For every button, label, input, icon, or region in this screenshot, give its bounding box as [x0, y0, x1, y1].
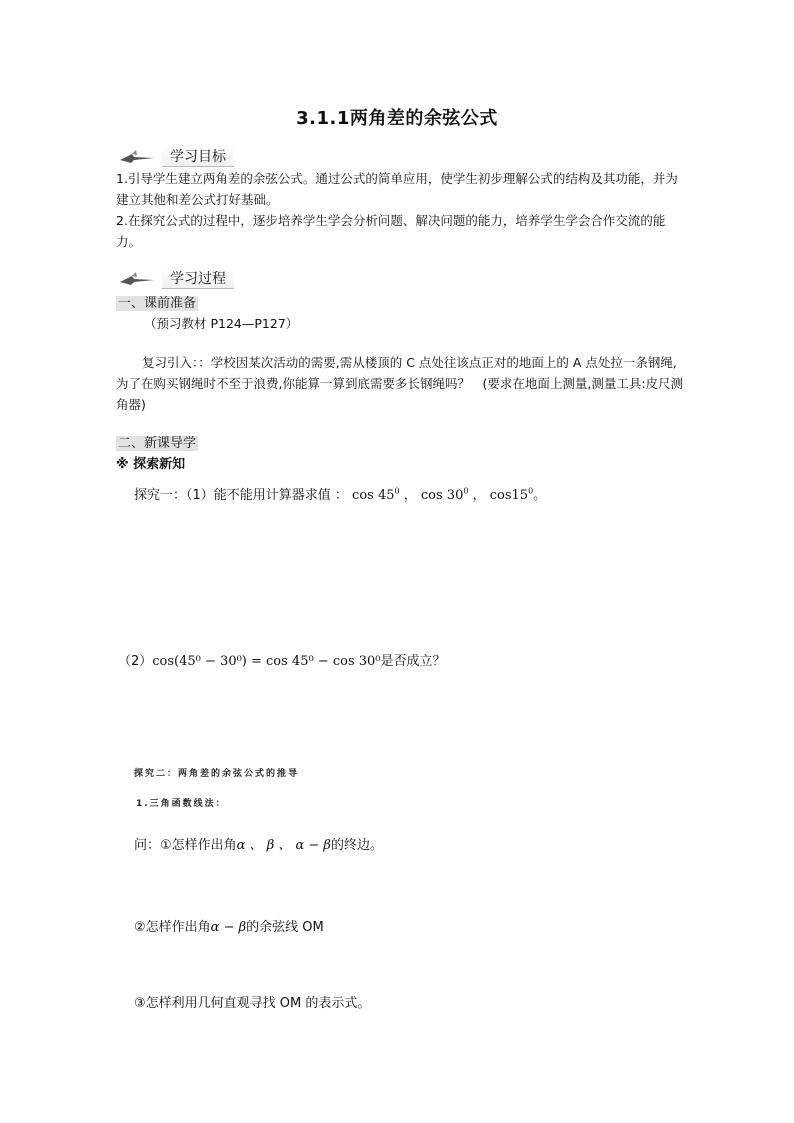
question-3: ③怎样利用几何直观寻找 OM 的表示式。: [134, 996, 371, 1011]
question-1: [134, 834, 383, 853]
q2-formula: cos(45⁰ − 30⁰) = cos 45⁰ − cos 30⁰: [152, 654, 381, 669]
pen-pointer-icon: [118, 148, 158, 166]
objective-item-2: 2.在探究公式的过程中，逐步培养学生学会分析问题、解决问题的能力，培养学生学会合作交流的能力。: [116, 213, 666, 249]
q1-prefix: 问：①怎样作出角: [134, 838, 237, 853]
question-2: [134, 916, 324, 935]
explore1-prefix: 探究一：（1）能不能用计算器求值 ：: [134, 488, 348, 503]
section-heading-process: [118, 268, 234, 289]
q1-vars: α 、 β 、 α − β: [236, 838, 331, 853]
explore1-question1: [134, 484, 546, 503]
review-paragraph: 复习引入：：学校因某次活动的需要,需从楼顶的 C 点处往该点正对的地面上的 A 点处拉一条钢绳,为了在购买钢绳时不至于浪费,你能算一算到底需要多长钢绳吗？ (要求在地面上测量,测量工具:皮尺测角器): [116, 355, 684, 412]
method1-heading: 1.三角函数线法：: [136, 799, 227, 809]
separator: ，: [403, 488, 417, 503]
part2-heading: 二、新课导学: [118, 436, 197, 451]
section-label: 学习过程: [162, 268, 234, 289]
section-heading-objectives: [118, 146, 234, 167]
objective-item-1: 1.引导学生建立两角差的余弦公式。通过公式的简单应用，使学生初步理解公式的结构及其功能，并为建立其他和差公式打好基础。: [116, 171, 678, 207]
part1-heading: 一、课前准备: [118, 296, 197, 311]
q2-vars: α − β: [210, 920, 247, 935]
q2-prefix-text: ②怎样作出角: [134, 920, 211, 935]
q2-prefix: （2）: [118, 654, 153, 669]
q2-suffix-text: 的余弦线 OM: [246, 920, 324, 935]
separator: ，: [472, 488, 486, 503]
q2-suffix: 是否成立？: [380, 654, 446, 669]
preview-note: （预习教材 P124—P127）: [144, 316, 299, 331]
explore-heading: ※ 探索新知: [116, 457, 186, 472]
section-label: 学习目标: [162, 146, 234, 167]
pen-pointer-icon: [118, 270, 158, 288]
q1-suffix: 的终边。: [330, 838, 383, 853]
page-title: 3.1.1两角差的余弦公式: [296, 108, 498, 129]
term-cos15: $\cos 15^0$: [489, 486, 534, 503]
period: 。: [533, 488, 547, 503]
explore2-heading: 探究二：两角差的余弦公式的推导: [134, 769, 300, 779]
term-cos30: $\cos 30^0$: [420, 486, 469, 503]
term-cos45: $\cos 45^0$: [352, 486, 400, 503]
explore1-question2: [118, 650, 446, 669]
